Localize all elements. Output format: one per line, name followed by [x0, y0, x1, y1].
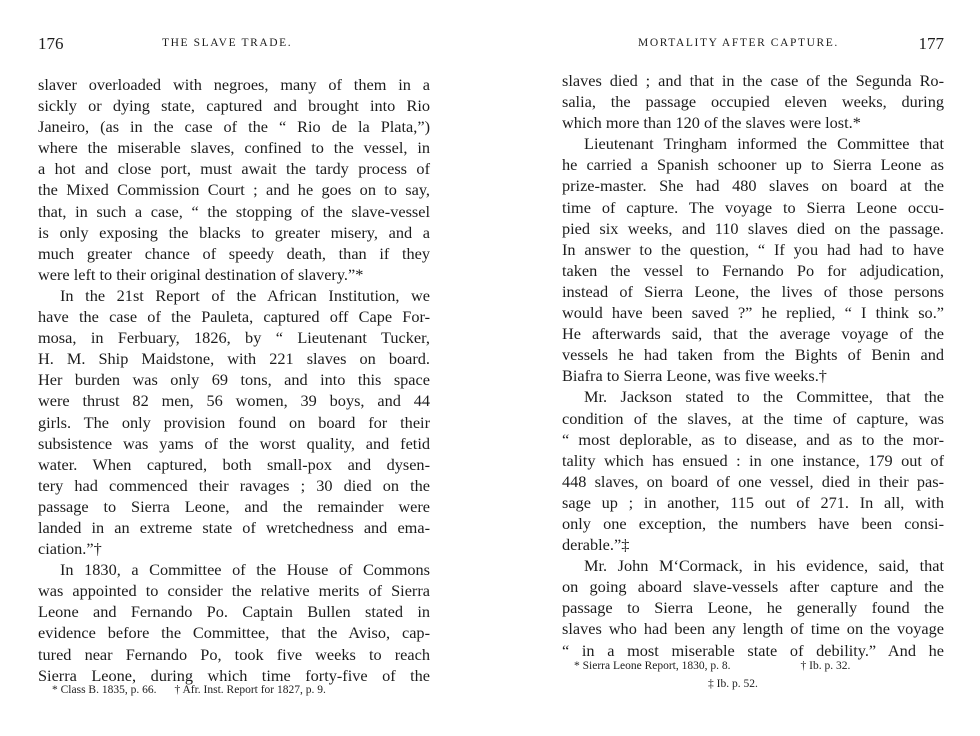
text-line: In the 21st Report of the African Institution, we: [60, 285, 430, 305]
right-page-header: [562, 34, 944, 54]
text-line: ciation.”†: [38, 539, 102, 559]
text-line: passage to Sierra Leone, and the remainder were: [38, 496, 430, 516]
text-line: taken the vessel to Fernando Po for adjudication,: [562, 260, 944, 280]
footnote: * Sierra Leone Report, 1830, p. 8.: [574, 660, 731, 672]
text-line: girls. The only provision found on board for their: [38, 412, 430, 432]
text-line: “ in a most miserable state of debility.” And he: [562, 640, 944, 660]
text-line: sickly or dying state, captured and brought into Rio: [38, 96, 430, 116]
text-line: salia, the passage occupied eleven weeks, during: [562, 92, 944, 112]
text-line: In 1830, a Committee of the House of Commons: [60, 560, 430, 580]
text-line: vessels he had taken from the Bights of Benin and: [562, 345, 944, 365]
running-head: THE SLAVE TRADE.: [162, 37, 293, 49]
left-page-footnotes: [52, 684, 430, 702]
left-page-header: [38, 34, 430, 54]
text-line: that, in such a case, “ the stopping of the slave-vessel: [38, 201, 430, 221]
text-line: Janeiro, (as in the case of the “ Rio de la Plata,”): [38, 117, 430, 137]
text-line: condition of the slaves, at the time of capture, was: [562, 408, 944, 428]
text-line: a hot and close port, must await the tardy process of: [38, 159, 430, 179]
text-line: on going aboard slave-vessels after capture and the: [562, 577, 944, 597]
text-line: Lieutenant Tringham informed the Committee that: [584, 134, 944, 154]
footnote: ‡ Ib. p. 52.: [708, 678, 758, 690]
text-line: is only exposing the blacks to greater misery, and a: [38, 222, 430, 242]
right-page-footnotes: [574, 660, 944, 696]
text-line: slaves died ; and that in the case of the Segunda Ro-: [562, 71, 944, 90]
text-line: would have been saved ?” he replied, “ I think so.”: [562, 303, 944, 323]
text-line: “ most deplorable, as to disease, and as to the mor-: [562, 429, 944, 449]
text-line: only one exception, the numbers have been consi-: [562, 513, 944, 533]
text-line: derable.”‡: [562, 535, 630, 555]
text-line: the Mixed Commission Court ; and he goes on to say,: [38, 180, 430, 200]
footnote-row: [574, 660, 944, 678]
text-line: were left to their original destination of slavery.”*: [38, 264, 364, 284]
footnote: * Class B. 1835, p. 66.: [52, 684, 157, 696]
page-number: 176: [38, 34, 64, 53]
text-line: were thrust 82 men, 56 women, 39 boys, and 44: [38, 391, 430, 411]
text-line: tured near Fernando Po, took five weeks to reach: [38, 644, 430, 664]
text-line: Sierra Leone, during which time forty-five of the: [38, 665, 430, 685]
text-line: Her burden was only 69 tons, and into this space: [38, 370, 430, 390]
text-line: mosa, in Ferbuary, 1826, by “ Lieutenant Tucker,: [38, 328, 430, 348]
text-line: slaves who had been any length of time on the voyage: [562, 619, 944, 639]
footnote: † Ib. p. 32.: [800, 660, 851, 672]
text-line: subsistence was yams of the worst quality, and fetid: [38, 433, 430, 453]
text-line: evidence before the Committee, that the Aviso, cap-: [38, 623, 430, 643]
footnote-row: [574, 678, 944, 696]
text-line: much greater chance of speedy death, than if they: [38, 243, 430, 263]
page-number: 177: [918, 34, 944, 53]
running-head: MORTALITY AFTER CAPTURE.: [638, 37, 839, 49]
text-line: instead of Sierra Leone, the lives of those persons: [562, 281, 944, 301]
text-line: tery had commenced their ravages ; 30 died on the: [38, 475, 430, 495]
text-line: prize-master. She had 480 slaves on board at the: [562, 176, 944, 196]
text-line: have the case of the Pauleta, captured off Cape For-: [38, 307, 430, 327]
text-line: In answer to the question, “ If you had had to have: [562, 239, 944, 259]
text-line: Biafra to Sierra Leone, was five weeks.†: [562, 366, 827, 386]
text-line: time of capture. The voyage to Sierra Leone occu-: [562, 197, 944, 217]
right-page: [490, 0, 980, 736]
text-line: H. M. Ship Maidstone, with 221 slaves on board.: [38, 349, 430, 369]
text-line: water. When captured, both small-pox and dysen-: [38, 454, 430, 474]
text-line: he carried a Spanish schooner up to Sierra Leone as: [562, 155, 944, 175]
text-line: where the miserable slaves, confined to the vessel, in: [38, 138, 430, 158]
footnote: † Afr. Inst. Report for 1827, p. 9.: [174, 684, 326, 696]
text-line: was appointed to consider the relative merits of Sierra: [38, 581, 430, 601]
text-line: Mr. John M‘Cormack, in his evidence, said, that: [584, 556, 944, 576]
text-line: tality which has ensued : in one instance, 179 out of: [562, 450, 944, 470]
text-line: landed in an extreme state of wretchedness and ema-: [38, 517, 430, 537]
text-line: which more than 120 of the slaves were lost.*: [562, 113, 861, 133]
right-page-body: [562, 70, 944, 661]
text-line: He afterwards said, that the average voyage of the: [562, 324, 944, 344]
text-line: Mr. Jackson stated to the Committee, that the: [584, 387, 944, 407]
text-line: Leone and Fernando Po. Captain Bullen stated in: [38, 602, 430, 622]
text-line: 448 slaves, on board of one vessel, died in their pas-: [562, 471, 944, 491]
footnote-row: [52, 684, 430, 702]
text-line: sage up ; in another, 115 out of 271. In all, with: [562, 492, 944, 512]
left-page-body: [38, 74, 430, 686]
text-line: pied six weeks, and 110 slaves died on the passage.: [562, 218, 944, 238]
text-line: slaver overloaded with negroes, many of them in a: [38, 75, 430, 94]
text-line: passage to Sierra Leone, he generally found the: [562, 598, 944, 618]
